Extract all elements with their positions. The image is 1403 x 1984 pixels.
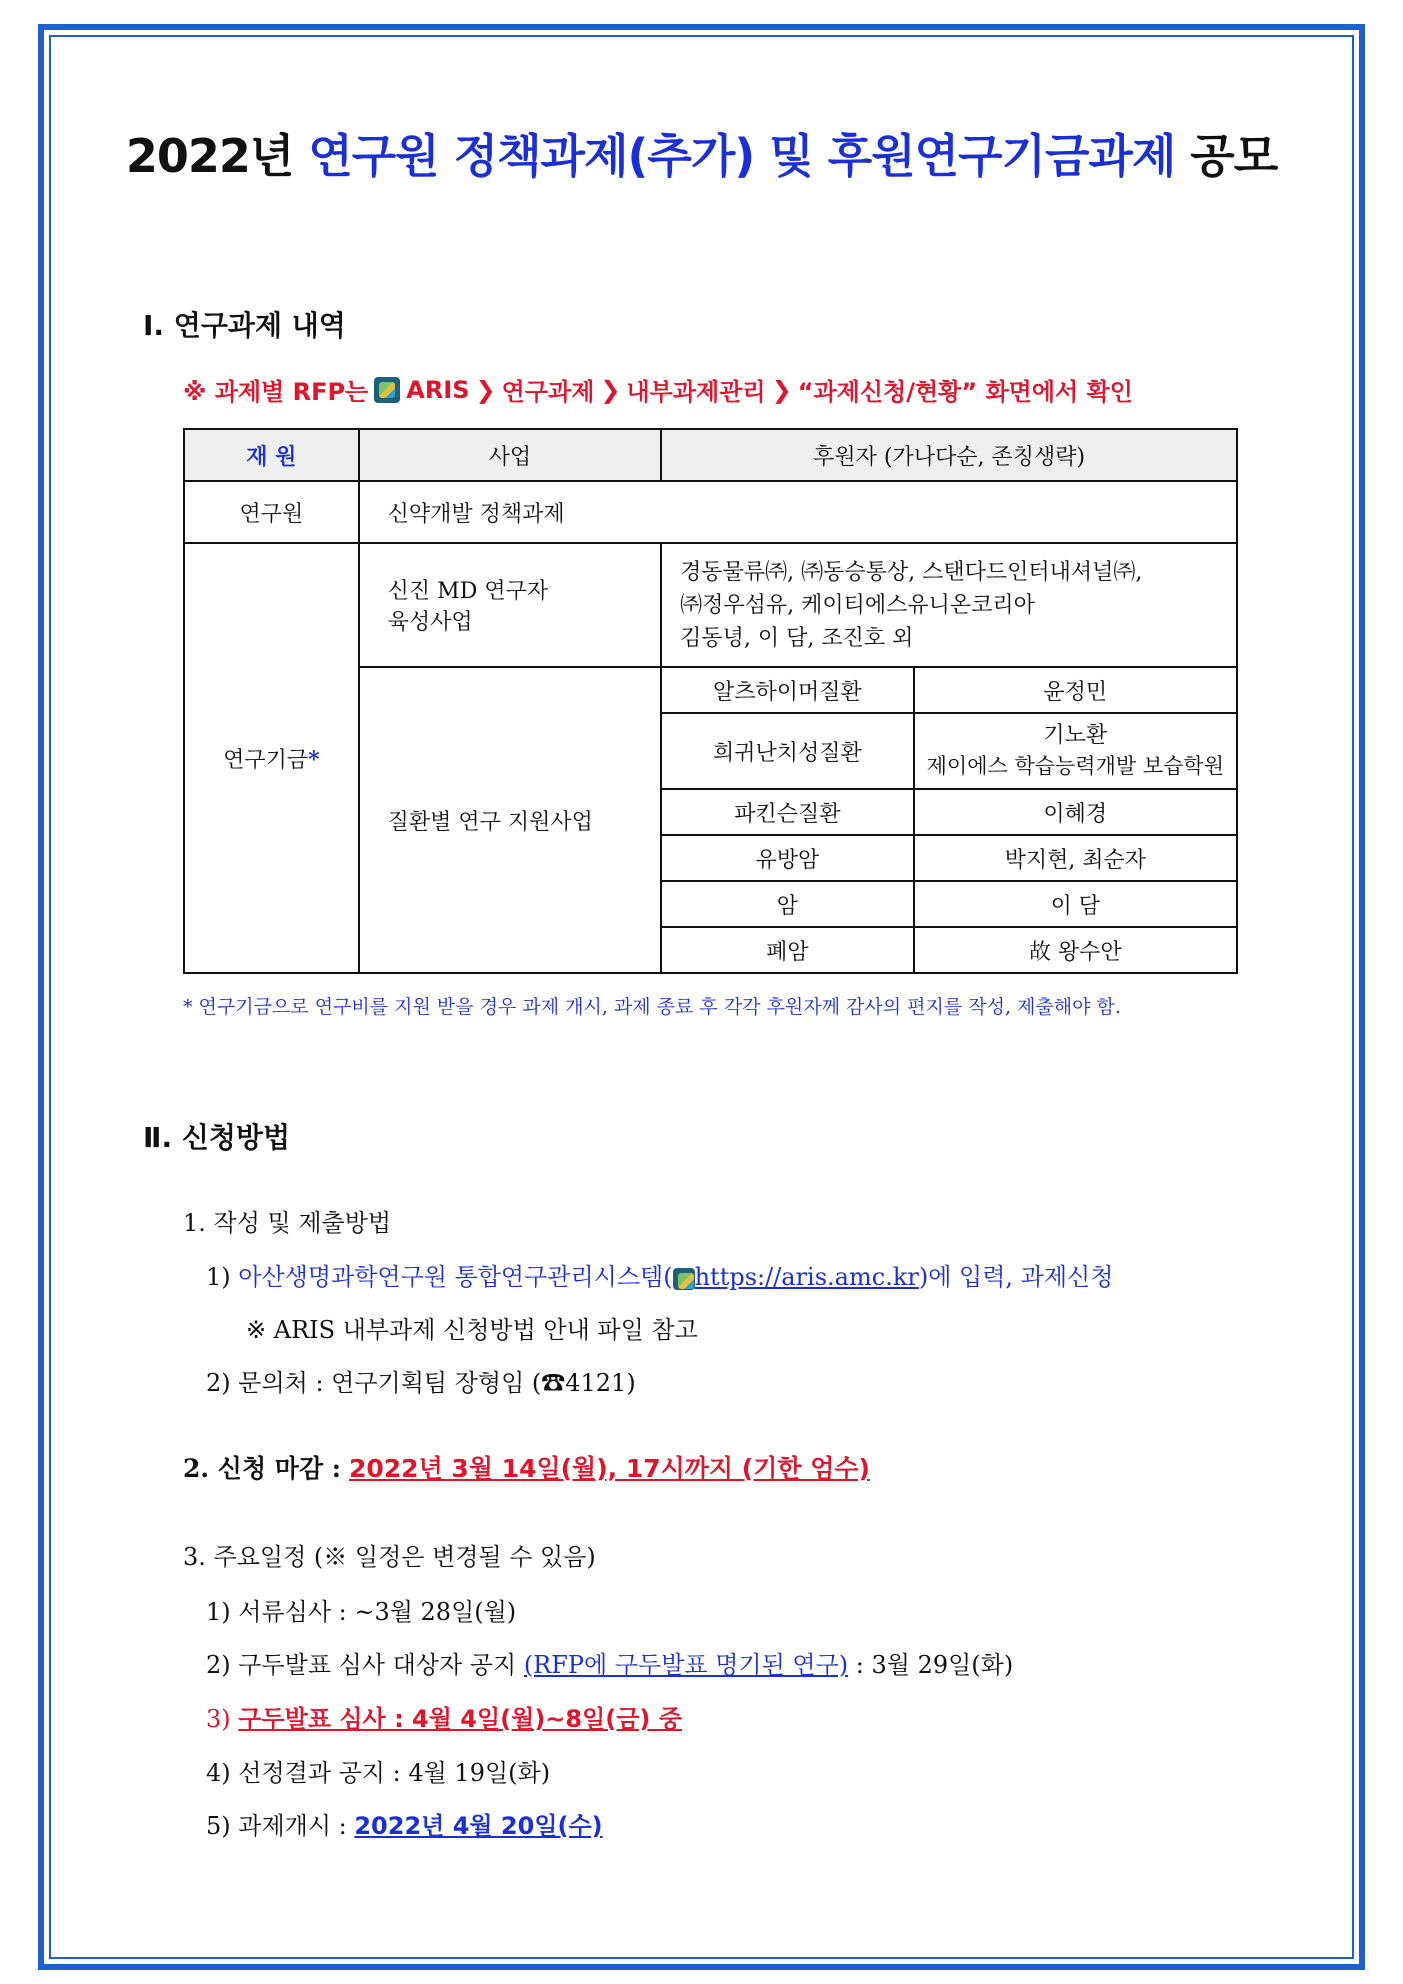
md-project-line: 신진 MD 연구자: [387, 579, 549, 604]
table-row: [184, 543, 1237, 667]
cell-disease: 희귀난치성질환: [661, 713, 913, 789]
schedule-3-text: 구두발표 심사 : 4월 4일(월)~8일(금) 중: [238, 1705, 682, 1733]
item1-sub2: 2) 문의처 : 연구기획팀 장형임 (☎4121): [206, 1369, 636, 1397]
cell-md-project: [359, 543, 661, 667]
cell-disease: 암: [661, 881, 913, 927]
chevron-right-icon: ❯: [771, 375, 792, 404]
table-header-row: [184, 429, 1237, 481]
schedule-2-a: 2) 구두발표 심사 대상자 공지: [206, 1651, 517, 1679]
md-sponsor-line: 김동녕, 이 담, 조진호 외: [680, 625, 914, 651]
schedule-2-c: : 3월 29일(화): [855, 1651, 1014, 1679]
cell-disease-sponsor: 이혜경: [914, 789, 1237, 835]
title-end: 공모: [1190, 129, 1278, 183]
aris-logo-icon: [374, 377, 400, 403]
fund-label: 연구기금: [223, 747, 309, 773]
title-year: 2022년: [125, 129, 294, 183]
cell-disease-sponsor: 故 왕수안: [914, 927, 1237, 973]
aris-url-link[interactable]: https://aris.amc.kr: [694, 1263, 919, 1291]
header-source: 재 원: [184, 429, 359, 481]
rfp-note-path2: 내부과제관리: [626, 378, 766, 406]
item1-title: 1. 작성 및 제출방법: [183, 1209, 392, 1237]
cell-disease: 알츠하이머질환: [661, 667, 913, 713]
schedule-5: [206, 1806, 603, 1841]
schedule-2-b: (RFP에 구두발표 명기된 연구): [523, 1651, 849, 1679]
item1-sub1: [206, 1257, 1113, 1292]
cell-disease: 파킨슨질환: [661, 789, 913, 835]
item1-sub1-text: 아산생명과학연구원 통합연구관리시스템(: [238, 1263, 673, 1291]
table-row: [184, 481, 1237, 543]
schedule-5-b: 2022년 4월 20일(수): [354, 1812, 603, 1840]
aris-logo-icon: [673, 1268, 695, 1290]
item2: [183, 1449, 870, 1485]
header-sponsor: 후원자 (가나다순, 존칭생략): [661, 429, 1237, 481]
rfp-note-path1: 연구과제: [501, 378, 595, 406]
md-sponsor-line: ㈜정우섬유, 케이티에스유니온코리아: [680, 592, 1035, 618]
header-project: 사업: [359, 429, 661, 481]
rfp-note-path3: “과제신청/현황” 화면에서 확인: [797, 378, 1133, 406]
section2-heading: Ⅱ. 신청방법: [143, 1121, 291, 1154]
schedule-3: [206, 1699, 682, 1734]
md-sponsor-line: 경동물류㈜, ㈜동승통상, 스탠다드인터내셔널㈜,: [680, 559, 1143, 585]
cell-fund-source: [184, 543, 359, 973]
cell-source: 연구원: [184, 481, 359, 543]
schedule-5-a: 5) 과제개시 :: [206, 1812, 347, 1840]
project-table: [183, 428, 1238, 974]
chevron-right-icon: ❯: [600, 375, 621, 404]
cell-disease-sponsor: 윤정민: [914, 667, 1237, 713]
rfp-note-aris: ARIS: [406, 375, 470, 404]
item1-sub1-end: )에 입력, 과제신청: [918, 1263, 1114, 1291]
cell-disease-sponsor: 이 담: [914, 881, 1237, 927]
item3-title: 3. 주요일정 (※ 일정은 변경될 수 있음): [183, 1543, 596, 1571]
item2-deadline: 2022년 3월 14일(월), 17시까지 (기한 엄수): [349, 1454, 870, 1483]
schedule-3-num: 3): [206, 1705, 231, 1733]
cell-md-sponsors: [661, 543, 1237, 667]
page-title: [0, 120, 1403, 186]
schedule-4: 4) 선정결과 공지 : 4월 19일(화): [206, 1759, 551, 1787]
fund-footnote: * 연구기금으로 연구비를 지원 받을 경우 과제 개시, 과제 종료 후 각각 후원자께 감사의 편지를 작성, 제출해야 함.: [183, 996, 1121, 1018]
cell-disease-project: 질환별 연구 지원사업: [359, 667, 661, 973]
chevron-right-icon: ❯: [475, 375, 496, 404]
sponsor-line: 제이에스 학습능력개발 보습학원: [926, 754, 1224, 778]
sponsor-line: 기노환: [1043, 723, 1108, 748]
cell-disease: 폐암: [661, 927, 913, 973]
cell-disease-sponsor: 박지현, 최순자: [914, 835, 1237, 881]
item1-sub1-num: 1): [206, 1263, 231, 1291]
cell-project: 신약개발 정책과제: [359, 481, 1237, 543]
title-main: 연구원 정책과제(추가) 및 후원연구기금과제: [308, 129, 1176, 183]
schedule-1: 1) 서류심사 : ~3월 28일(월): [206, 1598, 517, 1626]
schedule-2: [206, 1645, 1013, 1680]
md-project-line: 육성사업: [387, 610, 473, 635]
item2-title: 2. 신청 마감 :: [183, 1454, 342, 1483]
rfp-note-prefix: ※ 과제별 RFP는: [183, 378, 369, 406]
cell-disease-sponsor: [914, 713, 1237, 789]
rfp-note: [183, 372, 1133, 407]
fund-star: *: [308, 746, 320, 773]
item1-sub1-note: ※ ARIS 내부과제 신청방법 안내 파일 참고: [246, 1316, 698, 1344]
cell-disease: 유방암: [661, 835, 913, 881]
section1-heading: Ⅰ. 연구과제 내역: [143, 309, 346, 342]
